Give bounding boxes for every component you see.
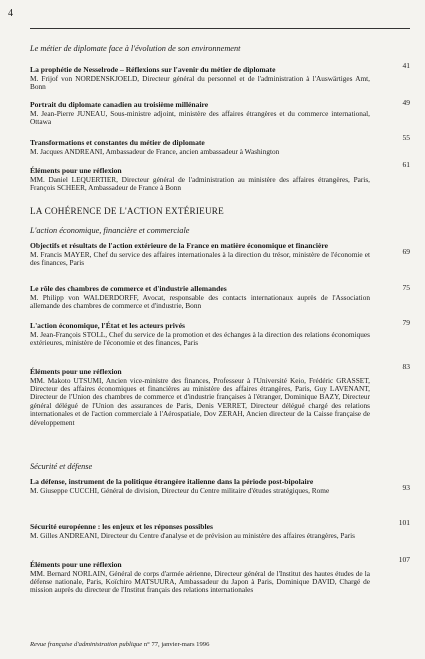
- entry-title: La défense, instrument de la politique étrangère italienne dans la période post-bipolaire: [30, 477, 314, 486]
- toc-entry: [30, 322, 370, 347]
- chapter-heading: LA COHÉRENCE DE L'ACTION EXTÉRIEURE: [30, 206, 224, 216]
- toc-entry: [30, 242, 370, 267]
- section-title: L'action économique, financière et commerciale: [30, 226, 190, 235]
- toc-entry: [30, 285, 370, 310]
- entry-title: Objectifs et résultats de l'action extérieure de la France en matière économique et financière: [30, 241, 328, 250]
- entry-author: M. Jean-François STOLL, Chef du service de la promotion et des échanges à la direction des relations économiques extérieures, ministère de l'économie et des finances, Paris: [30, 329, 370, 347]
- entry-page: 61: [402, 160, 410, 169]
- entry-title: Le rôle des chambres de commerce et d'industrie allemandes: [30, 284, 227, 293]
- entry-page: 107: [398, 555, 410, 564]
- entry-author: M. Francis MAYER, Chef du service des affaires internationales à la direction du trésor, ministère de l'économie et des finances, Paris: [30, 249, 370, 267]
- journal-issue: n° 77, janvier-mars 1996: [143, 641, 210, 648]
- entry-page: 83: [402, 362, 410, 371]
- toc-entry: [30, 478, 370, 495]
- entry-page: 49: [402, 98, 410, 107]
- toc-entry: [30, 523, 370, 540]
- entry-author: M. Frijof von NORDENSKJOELD, Directeur général du personnel et de l'administration à l'Auswärtiges Amt, Bonn: [30, 73, 370, 91]
- toc-entry: [30, 167, 370, 192]
- entry-page: 93: [402, 483, 410, 492]
- entry-page: 41: [402, 61, 410, 70]
- entry-page: 79: [402, 318, 410, 327]
- entry-author: M. Jacques ANDREANI, Ambassadeur de France, ancien ambassadeur à Washington: [30, 146, 280, 156]
- toc-entry: [30, 66, 370, 91]
- entry-author: M. Philipp von WALDERDORFF, Avocat, responsable des contacts internationaux auprès de l'Association allemande des chambres de commerce et d'industrie, Bonn: [30, 292, 370, 310]
- entry-title: Éléments pour une réflexion: [30, 367, 122, 376]
- journal-title: Revue française d'administration publique: [30, 641, 143, 648]
- entry-title: L'action économique, l'État et les acteurs privés: [30, 321, 186, 330]
- toc-entry: [30, 139, 370, 156]
- entry-title: Éléments pour une réflexion: [30, 166, 122, 175]
- top-rule: [30, 28, 410, 29]
- entry-author: M. Giuseppe CUCCHI, Général de division, Directeur du Centre militaire d'études stratégiques, Rome: [30, 485, 330, 495]
- entry-page: 101: [398, 518, 410, 527]
- journal-footer: [30, 641, 390, 648]
- toc-entry: [30, 561, 370, 595]
- entry-author: M. Jean-Pierre JUNEAU, Sous-ministre adjoint, ministère des affaires étrangères et du commerce international, Ottawa: [30, 108, 370, 126]
- section-title: Le métier de diplomate face à l'évolution de son environnement: [30, 44, 241, 53]
- entry-title: Transformations et constantes du métier de diplomate: [30, 138, 205, 147]
- entry-page: 55: [402, 133, 410, 142]
- entry-title: Éléments pour une réflexion: [30, 560, 122, 569]
- section-title: Sécurité et défense: [30, 462, 93, 471]
- entry-title: Portrait du diplomate canadien au troisième millénaire: [30, 100, 209, 109]
- toc-entry: [30, 368, 370, 427]
- entry-author: M. Gilles ANDREANI, Directeur du Centre d'analyse et de prévision au ministère des affaires étrangères, Paris: [30, 530, 355, 540]
- entry-author: MM. Makoto UTSUMI, Ancien vice-ministre des finances, Professeur à l'Université Keio, Frédéric GRASSET, Directeur des affaires économiques et financières au ministère des affaires étrangères, Paris, Guy LAVENANT, Directeur de l'Union des chambres de commerce et d'industrie françaises à l'étranger, Dominique BAZY, Directeur général délégué de l'Union des assurances de Paris, Denis VERRET, Directeur délégué chargé des relations internationales et de l'action commerciale à l'Aérospatiale, Dov ZERAH, Ancien directeur de la Caisse française de développement: [30, 375, 370, 427]
- toc-entry: [30, 101, 370, 126]
- entry-title: La prophétie de Nesselrode – Réflexions sur l'avenir du métier de diplomate: [30, 65, 276, 74]
- entry-page: 75: [402, 283, 410, 292]
- entry-page: 69: [402, 247, 410, 256]
- entry-author: MM. Daniel LEQUERTIER, Directeur général de l'administration au ministère des affaires étrangères, Paris, François SCHEER, Ambassadeur de France à Bonn: [30, 174, 370, 192]
- entry-author: MM. Bernard NORLAIN, Général de corps d'armée aérienne, Directeur général de l'Institut des hautes études de la défense nationale, Paris, Koïchiro MATSUURA, Ambassadeur du Japon à Paris, Dominique DAVID, Chargé de mission auprès du directeur de l'Institut français des relations internationales: [30, 568, 370, 595]
- page-number: 4: [8, 8, 13, 19]
- entry-title: Sécurité européenne : les enjeux et les réponses possibles: [30, 522, 213, 531]
